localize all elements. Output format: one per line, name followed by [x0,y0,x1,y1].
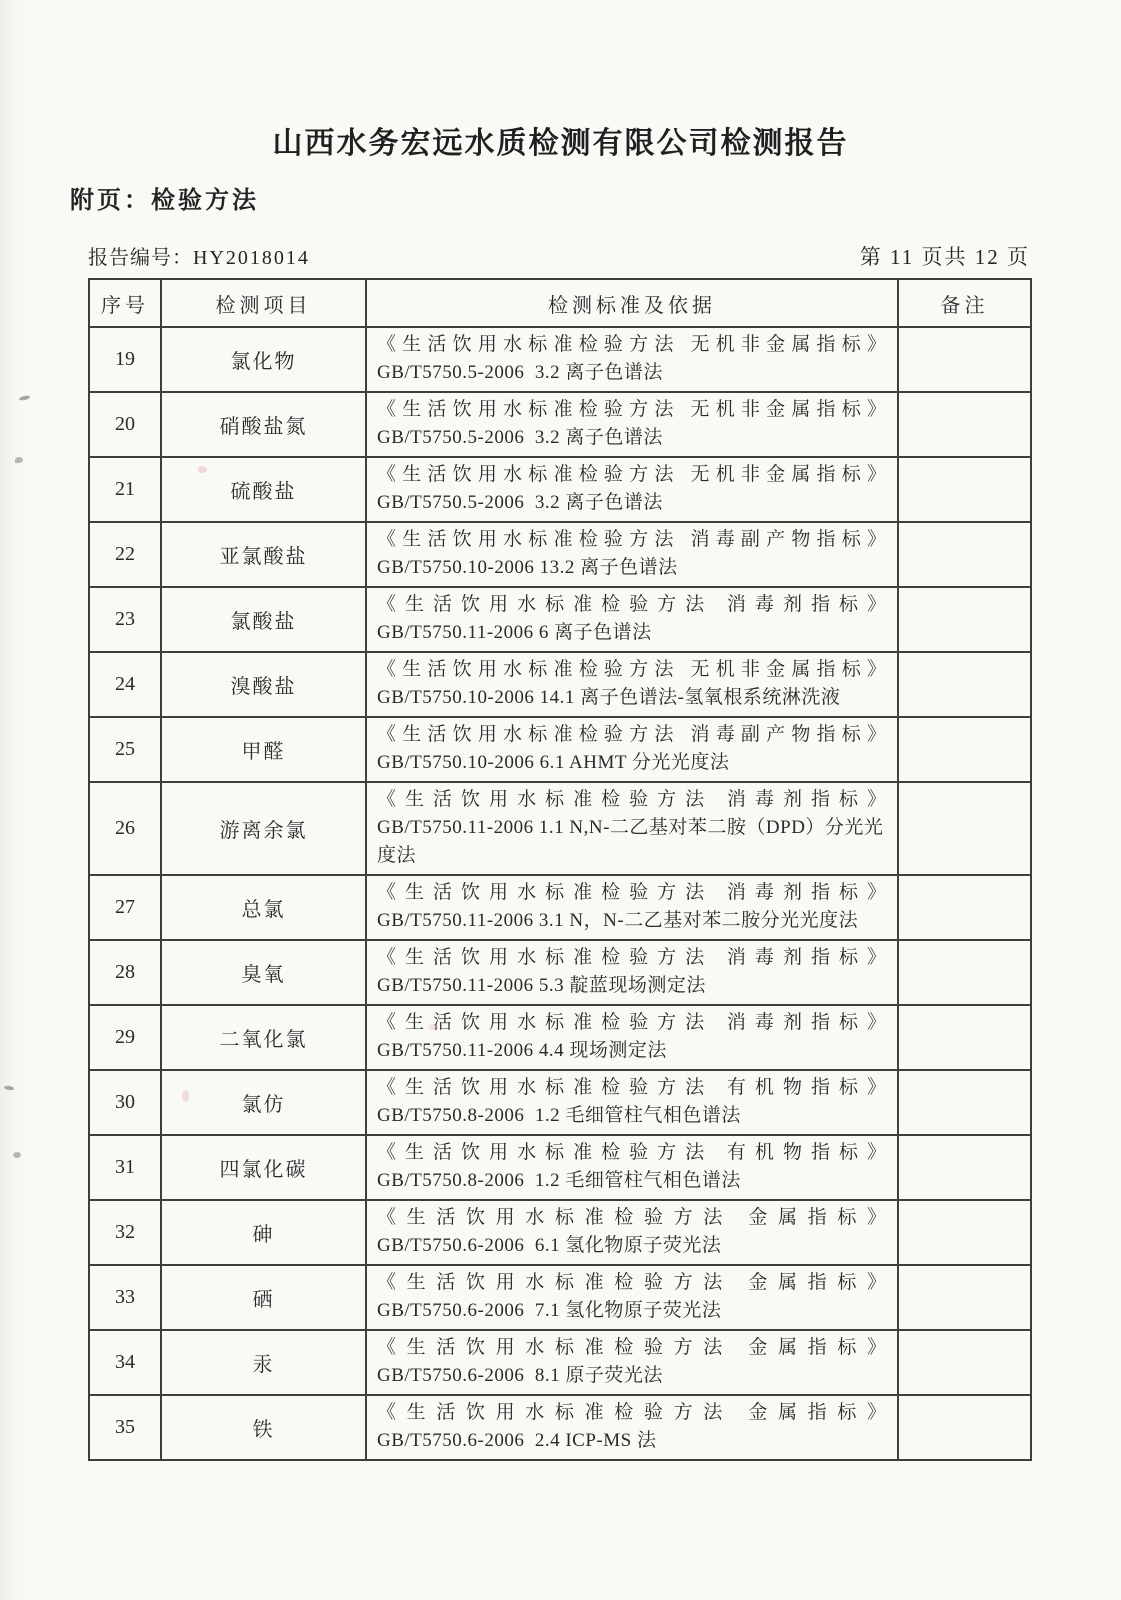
remark-cell [898,717,1031,782]
remark-cell [898,457,1031,522]
meta-row [88,241,1030,271]
column-header-no: 序号 [89,279,161,327]
table-row [89,782,1031,875]
standard-title-line: 《生活饮用水标准检验方法 金属指标》 [377,1207,887,1228]
standard-title-line: 《生活饮用水标准检验方法 消毒剂指标》 [377,947,887,968]
standard-cell [366,1200,898,1265]
test-item-cell: 氯仿 [161,1070,366,1135]
standard-title-line: 《生活饮用水标准检验方法 无机非金属指标》 [377,464,887,485]
remark-cell [898,587,1031,652]
test-item-cell: 亚氯酸盐 [161,522,366,587]
remark-cell [898,652,1031,717]
table-body [89,327,1031,1460]
column-header-standard: 检测标准及依据 [366,279,898,327]
scan-artifact-speck [4,1085,14,1090]
row-number-cell: 22 [89,522,161,587]
standard-title-line: 《生活饮用水标准检验方法 消毒剂指标》 [377,882,887,903]
report-number [88,241,310,270]
remark-cell [898,1395,1031,1460]
standard-method-line: GB/T5750.5-2006 3.2 离子色谱法 [377,492,663,513]
standard-method-line: GB/T5750.11-2006 4.4 现场测定法 [377,1040,667,1061]
remark-cell [898,392,1031,457]
remark-cell [898,1135,1031,1200]
row-number-cell: 25 [89,717,161,782]
standard-title-line: 《生活饮用水标准检验方法 金属指标》 [377,1337,887,1358]
remark-cell [898,1070,1031,1135]
standard-method-line: GB/T5750.10-2006 6.1 AHMT 分光光度法 [377,752,730,773]
row-number-cell: 35 [89,1395,161,1460]
page-title: 山西水务宏远水质检测有限公司检测报告 [272,127,849,160]
row-number-cell: 34 [89,1330,161,1395]
table-row [89,940,1031,1005]
standard-cell [366,457,898,522]
standard-cell [366,1070,898,1135]
scan-artifact-smudge [198,466,207,473]
standard-title-line: 《生活饮用水标准检验方法 金属指标》 [377,1272,887,1293]
table-row [89,1135,1031,1200]
standard-cell [366,1005,898,1070]
standard-cell [366,1330,898,1395]
table-row [89,1395,1031,1460]
standard-method-line: GB/T5750.6-2006 8.1 原子荧光法 [377,1365,663,1386]
test-item-cell: 硫酸盐 [161,457,366,522]
standard-title-line: 《生活饮用水标准检验方法 有机物指标》 [377,1142,887,1163]
table-row [89,457,1031,522]
test-item-cell: 臭氧 [161,940,366,1005]
row-number-cell: 24 [89,652,161,717]
test-item-cell: 四氯化碳 [161,1135,366,1200]
test-item-cell: 甲醛 [161,717,366,782]
table-row [89,1330,1031,1395]
remark-cell [898,940,1031,1005]
standard-method-line: GB/T5750.6-2006 6.1 氢化物原子荧光法 [377,1235,722,1256]
scan-artifact-speck [15,457,23,463]
report-number-label: 报告编号： [88,247,193,269]
remark-cell [898,875,1031,940]
test-item-cell: 游离余氯 [161,782,366,875]
standard-method-line: GB/T5750.5-2006 3.2 离子色谱法 [377,427,663,448]
row-number-cell: 33 [89,1265,161,1330]
table-row [89,587,1031,652]
table-header-row [89,279,1031,327]
remark-cell [898,327,1031,392]
scan-artifact-smudge [428,1024,438,1030]
attachment-heading: 附页：检验方法 [70,187,259,214]
standard-cell [366,1135,898,1200]
remark-cell [898,522,1031,587]
standard-title-line: 《生活饮用水标准检验方法 无机非金属指标》 [377,334,887,355]
standard-cell [366,940,898,1005]
test-item-cell: 溴酸盐 [161,652,366,717]
standard-method-line: GB/T5750.5-2006 3.2 离子色谱法 [377,362,663,383]
row-number-cell: 32 [89,1200,161,1265]
methods-table [88,278,1032,1461]
standard-cell [366,782,898,875]
test-item-cell: 氯酸盐 [161,587,366,652]
standard-method-line: GB/T5750.11-2006 1.1 N,N-二乙基对苯二胺（DPD）分光光度法 [377,817,884,866]
standard-cell [366,875,898,940]
standard-cell [366,392,898,457]
test-item-cell: 二氧化氯 [161,1005,366,1070]
remark-cell [898,1005,1031,1070]
row-number-cell: 27 [89,875,161,940]
table-row [89,1265,1031,1330]
row-number-cell: 30 [89,1070,161,1135]
scan-artifact-smudge [182,1090,189,1102]
row-number-cell: 29 [89,1005,161,1070]
standard-cell [366,1265,898,1330]
test-item-cell: 砷 [161,1200,366,1265]
table-row [89,1070,1031,1135]
standard-method-line: GB/T5750.11-2006 3.1 N，N-二乙基对苯二胺分光光度法 [377,910,859,931]
row-number-cell: 28 [89,940,161,1005]
column-header-item: 检测项目 [161,279,366,327]
table-row [89,327,1031,392]
remark-cell [898,1200,1031,1265]
report-number-value: HY2018014 [193,247,310,269]
table-row [89,1200,1031,1265]
scan-artifact-speck [13,1152,21,1158]
standard-title-line: 《生活饮用水标准检验方法 无机非金属指标》 [377,659,887,680]
column-header-remark: 备注 [898,279,1031,327]
standard-cell [366,522,898,587]
test-item-cell: 硝酸盐氮 [161,392,366,457]
standard-title-line: 《生活饮用水标准检验方法 消毒副产物指标》 [377,529,887,550]
standard-title-line: 《生活饮用水标准检验方法 金属指标》 [377,1402,887,1423]
standard-title-line: 《生活饮用水标准检验方法 消毒副产物指标》 [377,724,887,745]
page-indicator: 第 11 页共 12 页 [859,245,1030,269]
scan-artifact-speck [19,395,31,401]
test-item-cell: 氯化物 [161,327,366,392]
standard-method-line: GB/T5750.8-2006 1.2 毛细管柱气相色谱法 [377,1105,741,1126]
standard-method-line: GB/T5750.6-2006 2.4 ICP-MS 法 [377,1430,657,1451]
test-item-cell: 总氯 [161,875,366,940]
standard-title-line: 《生活饮用水标准检验方法 有机物指标》 [377,1077,887,1098]
row-number-cell: 21 [89,457,161,522]
row-number-cell: 31 [89,1135,161,1200]
remark-cell [898,1265,1031,1330]
row-number-cell: 26 [89,782,161,875]
standard-cell [366,652,898,717]
remark-cell [898,1330,1031,1395]
standard-method-line: GB/T5750.6-2006 7.1 氢化物原子荧光法 [377,1300,722,1321]
row-number-cell: 23 [89,587,161,652]
table-row [89,875,1031,940]
remark-cell [898,782,1031,875]
table-row [89,1005,1031,1070]
standard-title-line: 《生活饮用水标准检验方法 消毒剂指标》 [377,594,887,615]
standard-method-line: GB/T5750.11-2006 5.3 靛蓝现场测定法 [377,975,706,996]
standard-title-line: 《生活饮用水标准检验方法 消毒剂指标》 [377,1012,887,1033]
table-row [89,522,1031,587]
standard-method-line: GB/T5750.11-2006 6 离子色谱法 [377,622,652,643]
standard-cell [366,1395,898,1460]
standard-method-line: GB/T5750.8-2006 1.2 毛细管柱气相色谱法 [377,1170,741,1191]
table-row [89,717,1031,782]
test-item-cell: 汞 [161,1330,366,1395]
standard-cell [366,327,898,392]
test-item-cell: 铁 [161,1395,366,1460]
table-row [89,652,1031,717]
standard-method-line: GB/T5750.10-2006 13.2 离子色谱法 [377,557,678,578]
standard-method-line: GB/T5750.10-2006 14.1 离子色谱法-氢氧根系统淋洗液 [377,687,841,708]
row-number-cell: 20 [89,392,161,457]
standard-cell [366,717,898,782]
standard-cell [366,587,898,652]
test-item-cell: 硒 [161,1265,366,1330]
standard-title-line: 《生活饮用水标准检验方法 消毒剂指标》 [377,789,887,810]
standard-title-line: 《生活饮用水标准检验方法 无机非金属指标》 [377,399,887,420]
row-number-cell: 19 [89,327,161,392]
table-row [89,392,1031,457]
